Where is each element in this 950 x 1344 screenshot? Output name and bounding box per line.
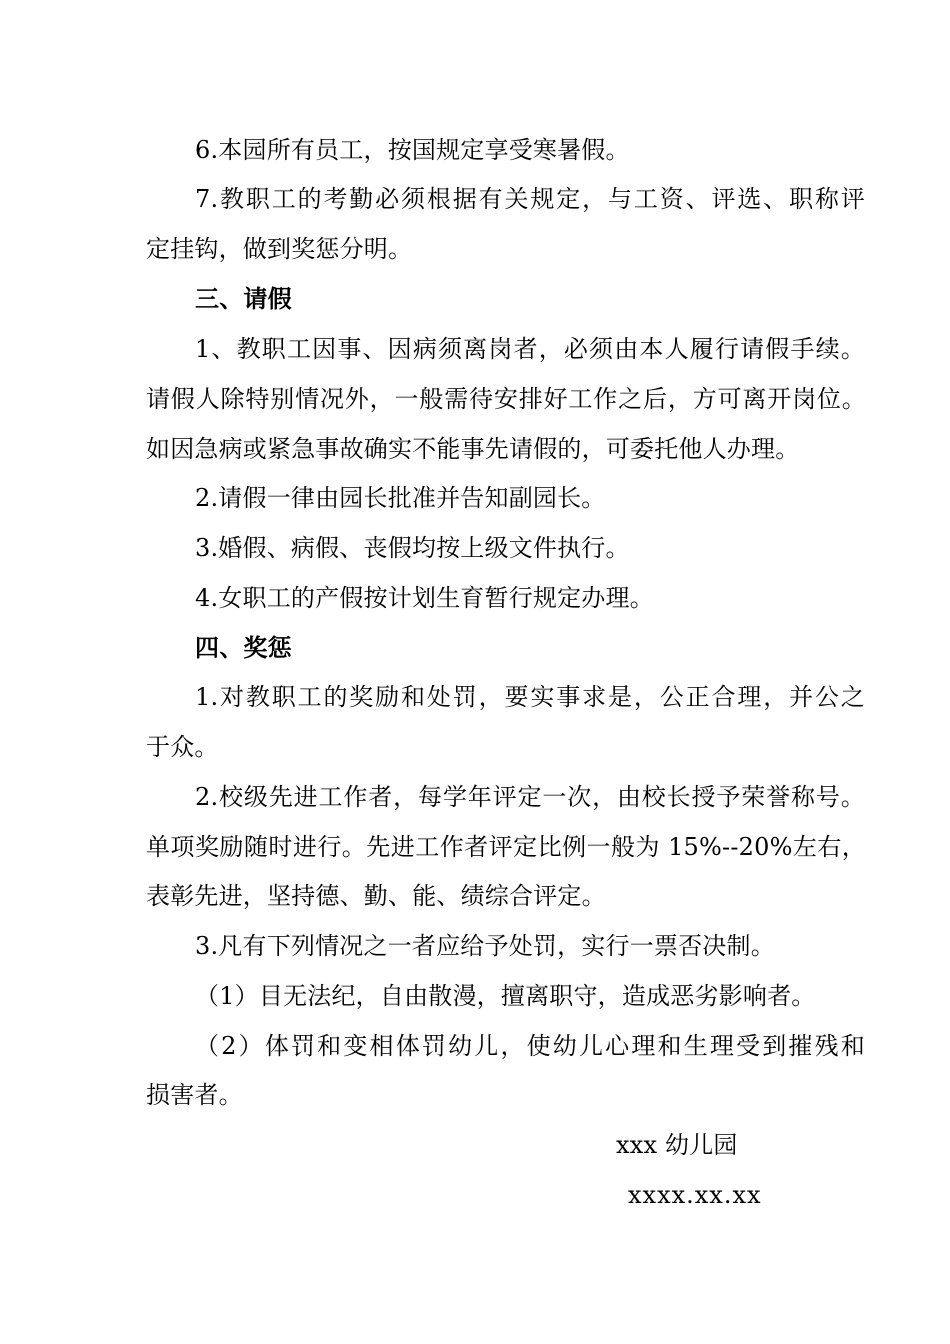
paragraph-line: 6.本园所有员工，按国规定享受寒暑假。: [195, 136, 630, 164]
signature-organization: xxx 幼儿园: [616, 1131, 738, 1159]
paragraph-line: 如因急病或紧急事故确实不能事先请假的，可委托他人办理。: [146, 435, 800, 463]
paragraph-line: 于众。: [146, 733, 219, 761]
paragraph-line: 损害者。: [146, 1081, 243, 1109]
paragraph-line: 3.婚假、病假、丧假均按上级文件执行。: [195, 534, 630, 562]
paragraph-line: 1.对教职工的奖励和处罚，要实事求是，公正合理，并公之: [195, 683, 865, 711]
paragraph-line: 请假人除特别情况外，一般需待安排好工作之后，方可离开岗位。: [146, 385, 866, 413]
paragraph-line: 2.请假一律由园长批准并告知副园长。: [195, 484, 606, 512]
signature-date: xxxx.xx.xx: [628, 1181, 762, 1209]
paragraph-line: 3.凡有下列情况之一者应给予处罚，实行一票否决制。: [195, 932, 775, 960]
paragraph-line: 7.教职工的考勤必须根据有关规定，与工资、评选、职称评: [195, 185, 865, 213]
list-item-line: （2）体罚和变相体罚幼儿，使幼儿心理和生理受到摧残和: [195, 1032, 865, 1060]
paragraph-line: 单项奖励随时进行。先进工作者评定比例一般为 15%--20%左右，: [146, 833, 866, 861]
section-heading: 三、请假: [195, 285, 292, 313]
paragraph-line: 1、教职工因事、因病须离岗者，必须由本人履行请假手续。: [195, 335, 865, 363]
paragraph-line: 2.校级先进工作者，每学年评定一次，由校长授予荣誉称号。: [195, 783, 865, 811]
section-heading: 四、奖惩: [195, 634, 292, 662]
paragraph-line: 定挂钩，做到奖惩分明。: [146, 235, 413, 263]
list-item-line: （1）目无法纪，自由散漫，擅离职守，造成恶劣影响者。: [195, 982, 816, 1010]
paragraph-line: 4.女职工的产假按计划生育暂行规定办理。: [195, 584, 654, 612]
paragraph-line: 表彰先进，坚持德、勤、能、绩综合评定。: [146, 882, 606, 910]
